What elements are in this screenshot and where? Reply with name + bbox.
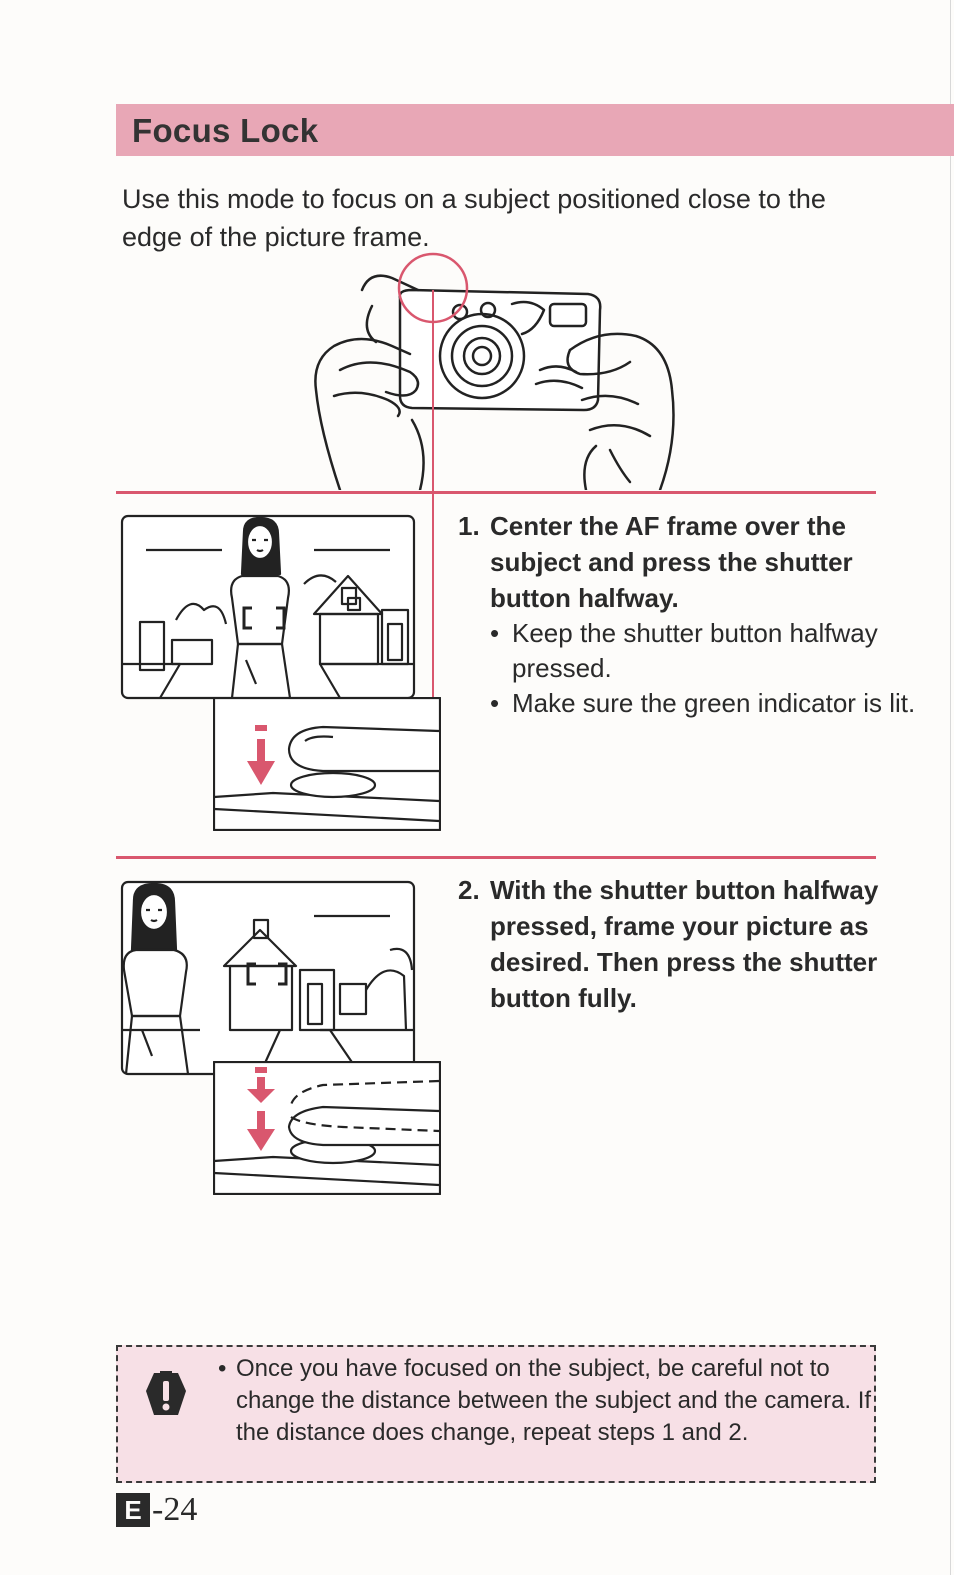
divider-1 [116,491,876,494]
page-number [116,1490,197,1530]
viewfinder-centered-illustration [120,514,416,700]
callout-line [432,290,434,710]
camera-hands-illustration [300,250,680,490]
divider-2 [116,856,876,859]
page-number-value: -24 [152,1491,198,1528]
step-heading: Center the AF frame over the subject and press the shutter button halfway. [490,511,853,613]
caution-box [116,1345,876,1483]
intro-paragraph: Use this mode to focus on a subject positioned close to the edge of the picture frame. [122,184,826,252]
caution-icon [144,1369,188,1419]
bullet-item: • Make sure the green indicator is lit. [490,686,928,721]
step-1-bullets [458,616,928,721]
bullet-item: • Keep the shutter button halfway pressed. [490,616,928,686]
step-number: 1. [458,511,480,541]
finger-halfway-press-illustration [213,697,441,831]
caution-text: • Once you have focused on the subject, be careful not to change the distance between the subject and the camera. If the distance does change, repeat steps 1 and 2. [218,1353,876,1449]
section-title: Focus Lock [132,112,319,149]
viewfinder-recomposed-illustration [120,880,416,1076]
page-edge [950,0,951,1575]
step-heading: With the shutter button halfway pressed, frame your picture as desired. Then press the shutter button fully. [490,875,879,1013]
finger-full-press-illustration [213,1061,441,1195]
step-1 [458,508,928,721]
page-section-letter: E [116,1493,150,1527]
step-2 [458,872,928,1016]
step-number: 2. [458,875,480,905]
section-header [116,104,954,156]
